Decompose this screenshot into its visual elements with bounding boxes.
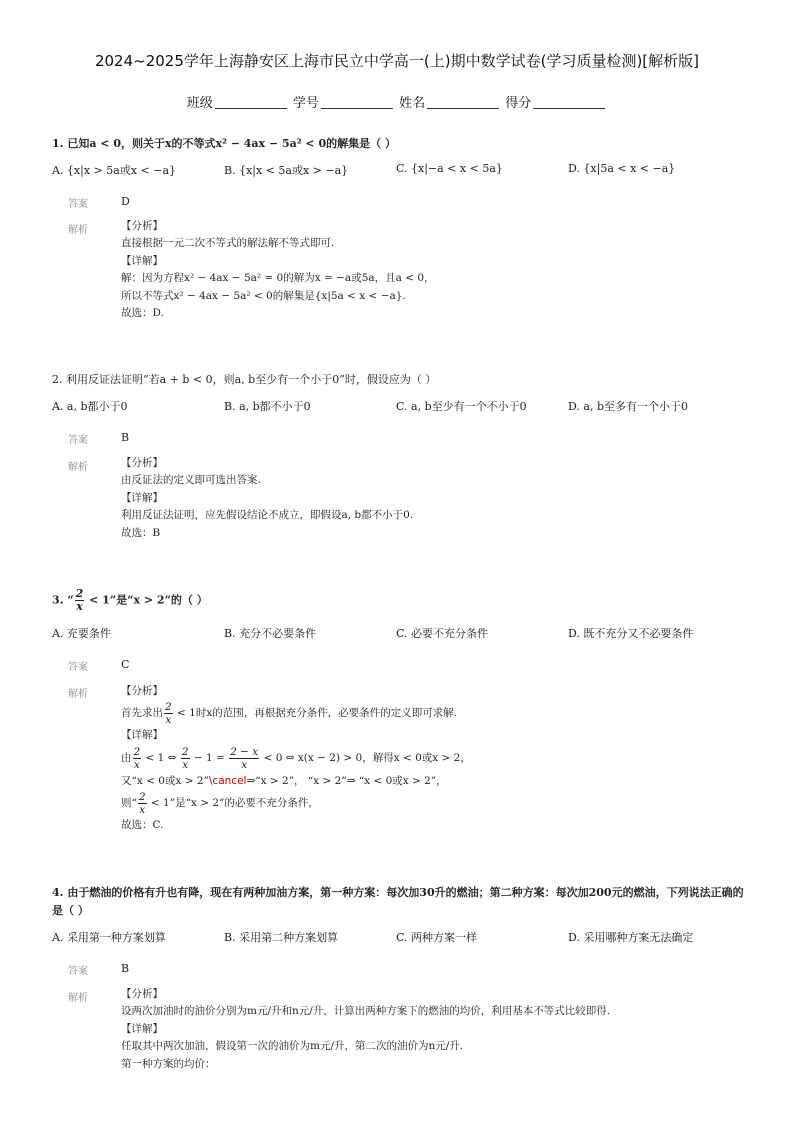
analysis-line: 【详解】 — [121, 729, 163, 741]
question-4-analysis — [121, 986, 741, 1073]
analysis-line: 首先求出 $\frac{2}{x}$ < 1时x的范围，再根据充分条件，必要条件的定义即可求解. — [121, 700, 458, 726]
question-3-option-b: B. 充分不必要条件 — [224, 627, 317, 640]
question-3-option-a: A. 充要条件 — [52, 627, 111, 640]
analysis-line: 【分析】 — [121, 220, 163, 232]
analysis-line: 【分析】 — [121, 988, 163, 1000]
question-2-analysis-label: 解析 — [68, 462, 88, 473]
score-blank — [533, 96, 605, 109]
question-3-analysis-label: 解析 — [68, 689, 88, 700]
question-1-analysis — [121, 218, 741, 322]
question-2-option-a: A. a, b都小于0 — [52, 400, 128, 413]
fraction-2-over-x: $\frac{2}{x}$ — [138, 790, 146, 816]
analysis-line: 【详解】 — [121, 491, 163, 504]
analysis-line: 由 $\frac{2}{x}$ < 1 ⇔ $\frac{2}{x}$ − 1 = $\frac{2 - x}{x}$ < 0 ⇔ x(x − 2) > 0，解得x < 0或x > 2， — [121, 745, 471, 771]
question-3-stem-end: < 1”是“x > 2”的（ ） — [85, 593, 208, 607]
question-2-option-c: C. a, b至少有一个不小于0 — [396, 400, 527, 413]
question-1-option-c: C. {x|−a < x < 5a} — [396, 162, 503, 175]
question-3-option-d: D. 既不充分又不必要条件 — [568, 627, 694, 640]
fraction-2-minus-x-over-x: $\frac{2 - x}{x}$ — [230, 745, 259, 771]
question-2-answer-label: 答案 — [68, 435, 88, 446]
score-field-label: 得分 — [505, 96, 532, 111]
analysis-line: 故选：C. — [121, 819, 164, 831]
question-4-answer: B — [121, 962, 130, 975]
analysis-line: 解：因为方程x² − 4ax − 5a² = 0的解为x = −a或5a，且a < 0， — [121, 272, 435, 285]
question-1-answer-label: 答案 — [68, 199, 88, 210]
student-info-line — [0, 92, 794, 111]
analysis-line: 设两次加油时的油价分别为m元/升和n元/升，计算出两种方案下的燃油的均价，利用基本不等式比较即得. — [121, 1005, 611, 1018]
name-field-label: 姓名 — [399, 96, 426, 111]
question-3-stem — [52, 588, 752, 613]
question-4-stem: 4. 由于燃油的价格有升也有降，现在有两种加油方案，第一种方案：每次加30升的燃油；第二种方案：每次加200元的燃油，下列说法正确的是（ ） — [52, 886, 744, 917]
class-field-label: 班级 — [186, 96, 213, 111]
analysis-line: 所以不等式x² − 4ax − 5a² < 0的解集是{x|5a < x < −a}. — [121, 289, 406, 302]
fraction-2-over-x: $\frac{2}{x}$ — [133, 745, 141, 771]
question-1-answer: D — [121, 195, 130, 208]
question-3-answer: C — [121, 658, 130, 671]
latex-error-cancel: \cancel — [208, 775, 247, 787]
analysis-line: 直接根据一元二次不等式的解法解不等式即可. — [121, 237, 335, 250]
analysis-line: 由反证法的定义即可选出答案. — [121, 474, 261, 487]
analysis-line: 【分析】 — [121, 685, 163, 697]
analysis-line: 任取其中两次加油，假设第一次的油价为m元/升，第二次的油价为n元/升. — [121, 1040, 464, 1053]
page-title: 2024~2025学年上海静安区上海市民立中学高一(上)期中数学试卷(学习质量检测)[解析版] — [94, 52, 700, 70]
question-1-stem: 1. 已知a < 0，则关于x的不等式x² − 4ax − 5a² < 0的解集是（ ） — [52, 137, 396, 150]
analysis-line: 又“x < 0或x > 2”\cancel⇒“x > 2”， “x > 2”⇒ “x < 0或x > 2”， — [121, 775, 447, 787]
question-1-option-b: B. {x|x < 5a或x > −a} — [224, 164, 349, 177]
analysis-line: 【详解】 — [121, 254, 163, 267]
question-3-options — [52, 625, 752, 641]
question-2-options — [52, 398, 752, 414]
fraction-2-over-x: $\frac{2}{x}$ — [75, 587, 84, 613]
student-number-field-label: 学号 — [292, 96, 319, 111]
question-4-option-a: A. 采用第一种方案划算 — [52, 931, 166, 944]
question-2-answer: B — [121, 431, 130, 444]
question-1-option-d: D. {x|5a < x < −a} — [568, 162, 676, 175]
question-2-option-b: B. a, b都不小于0 — [224, 400, 311, 413]
question-1-option-a: A. {x|x > 5a或x < −a} — [52, 164, 177, 177]
analysis-line: 第一种方案的均价： — [121, 1057, 216, 1070]
question-4-option-b: B. 采用第二种方案划算 — [224, 931, 339, 944]
analysis-line: 利用反证法证明，应先假设结论不成立，即假设a, b都不小于0. — [121, 509, 414, 522]
class-blank — [215, 96, 287, 109]
question-4-option-c: C. 两种方案一样 — [396, 931, 478, 944]
question-2-option-d: D. a, b至多有一个小于0 — [568, 400, 689, 413]
analysis-line: 【详解】 — [121, 1022, 163, 1035]
question-1-options — [52, 162, 752, 178]
analysis-line: 故选：B — [121, 526, 161, 539]
question-1-analysis-label: 解析 — [68, 225, 88, 236]
question-3-analysis — [121, 682, 741, 834]
question-3-option-c: C. 必要不充分条件 — [396, 627, 489, 640]
name-blank — [427, 96, 499, 109]
student-number-blank — [321, 96, 393, 109]
question-2-analysis — [121, 455, 741, 542]
fraction-2-over-x: $\frac{2}{x}$ — [165, 700, 172, 726]
analysis-line: 【分析】 — [121, 457, 163, 469]
question-4-option-d: D. 采用哪种方案无法确定 — [568, 931, 694, 944]
question-3-stem-start: 3. “ — [52, 593, 74, 607]
analysis-line: 故选：D. — [121, 307, 164, 320]
question-2-stem: 2. 利用反证法证明“若a + b < 0，则a, b至少有一个小于0”时，假设应为（ ） — [52, 373, 437, 386]
fraction-2-over-x: $\frac{2}{x}$ — [181, 745, 189, 771]
question-4-options — [52, 929, 752, 945]
analysis-line: 则“ $\frac{2}{x}$ < 1”是“x > 2”的必要不充分条件， — [121, 790, 319, 816]
question-4-analysis-label: 解析 — [68, 993, 88, 1004]
question-4-answer-label: 答案 — [68, 966, 88, 977]
question-3-answer-label: 答案 — [68, 662, 88, 673]
